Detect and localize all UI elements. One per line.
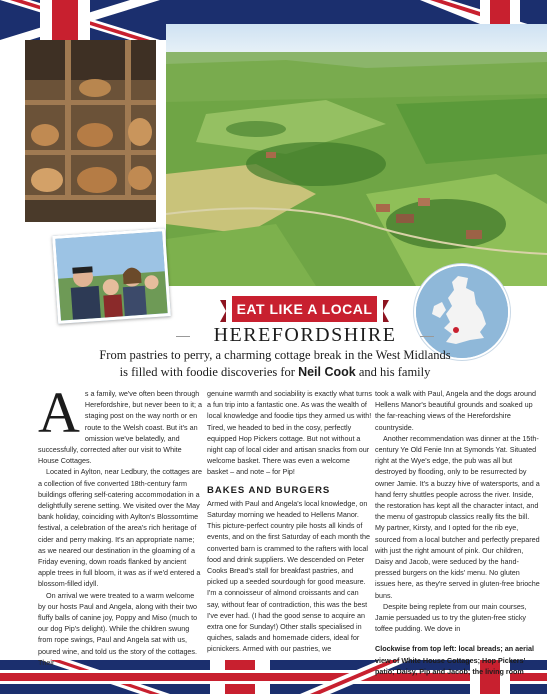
paragraph: Located in Aylton, near Ledbury, the cottages are a collection of five converted 18th-century farm buildings offering self-catering accommodation in a delightfully serene setting. We visited over the May bank holiday, coinciding with Aylton's Blossomtime festival, a celebration of the area's rich heritage of cider and perry making. It's an appropriate name; as we neared our destination in the gloaming of a Friday evening, down roads flanked by ancient apple trees in full bloom, it was as if we'd entered a blossom-filled idyll. (38, 467, 202, 589)
author-name: Neil Cook (298, 365, 356, 379)
drop-cap: A (38, 380, 80, 445)
section-subhead: BAKES AND BURGERS (207, 484, 331, 496)
eat-like-a-local-banner: EAT LIKE A LOCAL (232, 296, 377, 322)
paragraph: Another recommendation was dinner at the 15th-century Ye Old Fenie Inn at Symonds Yat. Situated right at the Wye's edge, the pub was all but destroyed by flooding, only to be resurrected by owner Jamie. It's a buzzy hive of watersports, and a hand ferry shuttles people across the river. Inside, the restoration has kept all the character intact, and the menu of gastropub classics really fits the bill. My partner, Kirsty, and I opted for the rib eye, sourced from a local butcher and perfectly prepared with just the right amount of pink. Our children, Daisy and Jacob, were seduced by the hand-pressed burgers on the kids' menu. No gluten issues here, as they're served in gluten-free brioche buns. (375, 433, 540, 600)
article-column-2 (207, 388, 372, 655)
page-title: HEREFORDSHIRE (213, 324, 397, 346)
photo-caption: Clockwise from top left: local breads; an aerial view of White House Cottages; Hop Pickers' patio; Daisy, Pip and Jacob; the living room (375, 644, 534, 676)
standfirst-line-1: From pastries to perry, a charming cottage break in the West Midlands (99, 348, 451, 362)
paragraph: Despite being replete from our main courses, Jamie persuaded us to try the gluten-free sticky toffee pudding. We dove in (375, 601, 527, 634)
local-breads-photo (25, 40, 156, 222)
family-selfie-photo (52, 228, 171, 324)
article-column-1 (38, 380, 203, 668)
standfirst (60, 347, 490, 381)
paragraph: genuine warmth and sociability is exactly what turns a fun trip into a fantastic one. As was the wealth of local knowledge and foodie tips they armed us with! Tired, we headed to bed in the cosy, perfectly equipped Hop Pickers cottage. But not without a night cap of local cider and artisan snacks from our welcome basket. There was even a welcome basket – and note – for Pip! (207, 389, 372, 477)
article-column-3 (375, 388, 540, 677)
paragraph: On arrival we were treated to a warm welcome by our hosts Paul and Angela, along with their two fluffy balls of canine joy, Poppy and Miso (much to our dog Pip's delight). While the children swung from rope swings, Paul and Angela sat with us, poured wine, and told us the story of the cottages. Their (38, 590, 198, 667)
standfirst-line-2: is filled with foodie discoveries for Neil Cook and his family (119, 365, 431, 379)
aerial-countryside-photo (166, 24, 547, 286)
paragraph: s a family, we've often been through Herefordshire, but never been to it; a staging post on the way north or en route to the Welsh coast. But it's an omission we've belatedly, and successfully, corrected after our visit to White House Cottages. (38, 389, 202, 466)
paragraph: took a walk with Paul, Angela and the dogs around Hellens Manor's beautiful grounds and soaked up the far-reaching views of the Herefordshire countryside. (375, 389, 537, 432)
paragraph: Armed with Paul and Angela's local knowledge, on Saturday morning we headed to Hellens Manor. This picture-perfect country pile hosts all kinds of events, and on the first Saturday of each month the converted barn is crammed to the rafters with local food and drink suppliers. We descended on Peter Cooks Bread's stall for breakfast pastries, and picked up a seeded sourdough for good measure. I'm a connoisseur of almond croissants and can say, without fear of contradiction, this was the best I've ever had. (I had the good sense to acquire an extra one for Sunday!) Other stalls specialised in quiches, salads and homemade ciders, ideal for picnickers. Armed with our pastries, we (207, 498, 371, 654)
